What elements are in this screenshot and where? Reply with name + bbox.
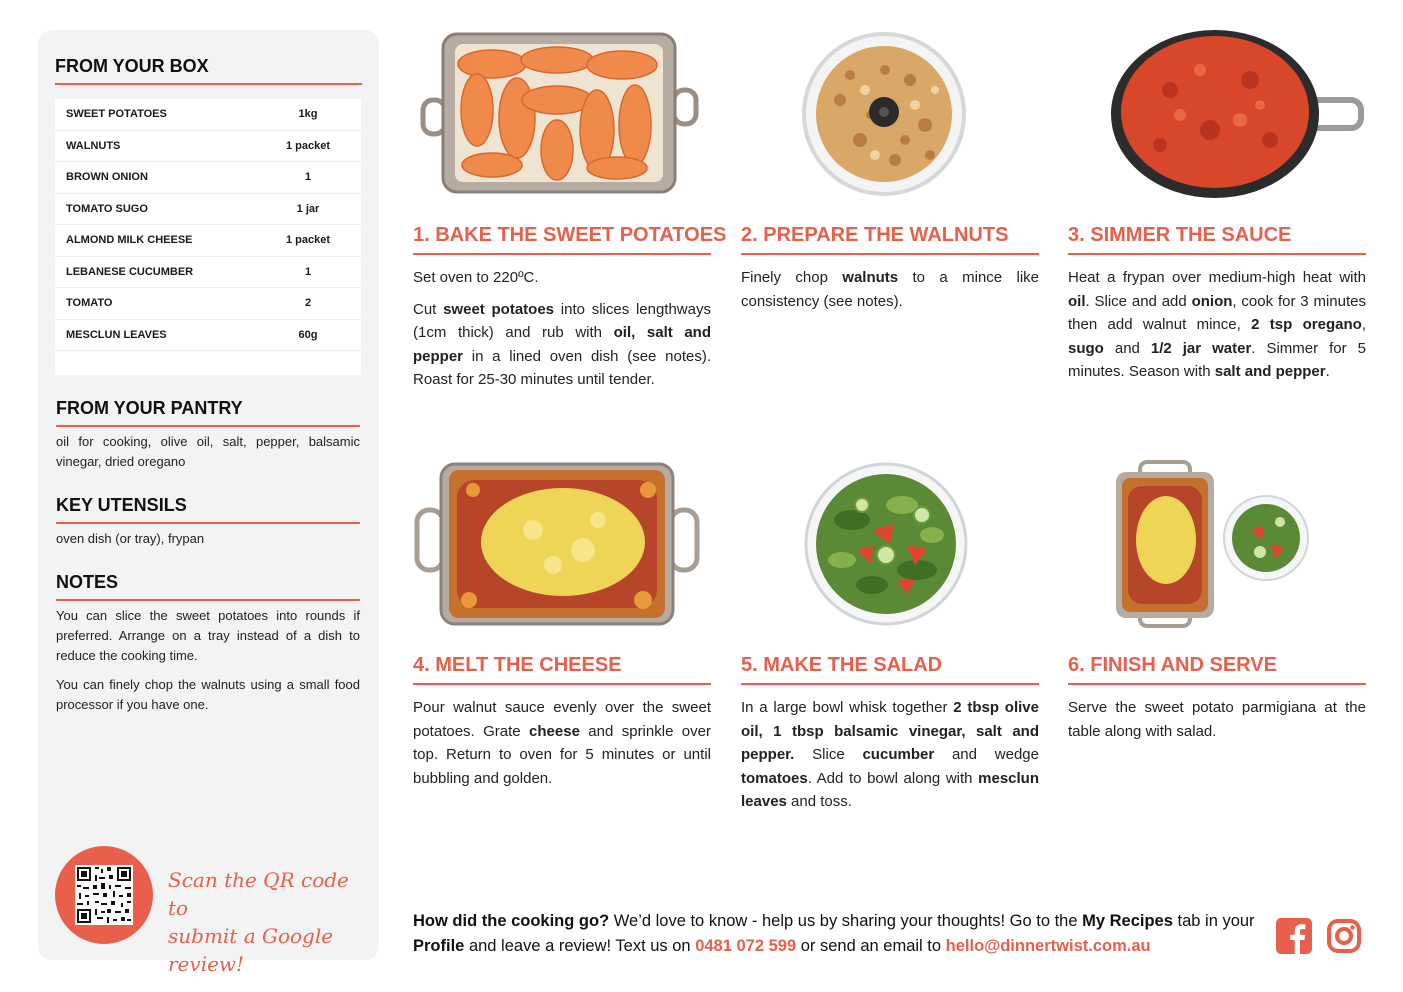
step-1-paragraph-1: Set oven to 220ºC. bbox=[413, 269, 539, 286]
qr-code-badge[interactable] bbox=[55, 846, 153, 944]
step-2-body bbox=[741, 266, 1039, 321]
salad-bowl-photo bbox=[802, 460, 970, 628]
notes-heading: NOTES bbox=[56, 572, 360, 601]
ingredient-name: ALMOND MILK CHEESE bbox=[66, 234, 193, 247]
ingredient-qty: 1 packet bbox=[285, 234, 331, 247]
table-row bbox=[55, 320, 361, 352]
qr-caption-line-1: Scan the QR code to bbox=[168, 868, 349, 920]
table-row bbox=[55, 288, 361, 320]
table-row bbox=[55, 225, 361, 257]
table-row bbox=[55, 131, 361, 163]
step-3-title: 3. SIMMER THE SAUCE bbox=[1068, 224, 1366, 255]
step-1-body bbox=[413, 266, 711, 400]
feedback-footer: How did the cooking go? We’d love to know - help us by sharing your thoughts! Go to the My Recipes tab in your Profile and leave a review! Text us on 0481 072 599 or send an email to hello@dinnertwist.com.au bbox=[413, 912, 1255, 955]
from-your-box-heading: FROM YOUR BOX bbox=[55, 56, 362, 85]
instagram-icon[interactable] bbox=[1326, 918, 1362, 954]
ingredient-name: LEBANESE CUCUMBER bbox=[66, 265, 194, 278]
footer-question: How did the cooking go? bbox=[413, 912, 610, 930]
table-row bbox=[55, 162, 361, 194]
email-link[interactable]: hello@dinnertwist.com.au bbox=[945, 937, 1151, 955]
ingredient-qty: 2 bbox=[304, 297, 312, 310]
notes-paragraph-1: You can slice the sweet potatoes into rounds if preferred. Arrange on a tray instead of a dish to reduce the cooking time. bbox=[56, 608, 360, 663]
key-utensils-heading: KEY UTENSILS bbox=[56, 495, 360, 524]
walnuts-processor-photo bbox=[800, 30, 968, 198]
ingredient-name: MESCLUN LEAVES bbox=[66, 328, 167, 341]
ingredient-name: TOMATO SUGO bbox=[66, 202, 148, 215]
qr-caption bbox=[168, 866, 368, 978]
step-6-paragraph: Serve the sweet potato parmigiana at the table along with salad. bbox=[1068, 699, 1366, 740]
notes-paragraph-2: You can finely chop the walnuts using a small food processor if you have one. bbox=[56, 677, 360, 712]
step-3-paragraph: Heat a frypan over medium-high heat with oil. Slice and add onion, cook for 3 minutes then add walnut mince, 2 tsp oregano, sugo and 1/2 jar water. Simmer for 5 minutes. Season with salt and pepper. bbox=[1068, 269, 1366, 380]
profile-link[interactable]: Profile bbox=[413, 937, 465, 955]
ingredient-name: TOMATO bbox=[66, 297, 113, 310]
ingredient-qty: 60g bbox=[298, 328, 318, 341]
step-5-body bbox=[741, 696, 1039, 822]
step-3-body bbox=[1068, 266, 1366, 392]
step-5-title: 5. MAKE THE SALAD bbox=[741, 654, 1039, 685]
qr-caption-line-2: submit a Google review! bbox=[168, 924, 334, 976]
pantry-text: oil for cooking, olive oil, salt, pepper, balsamic vinegar, dried oregano bbox=[56, 434, 360, 469]
ingredient-name: SWEET POTATOES bbox=[66, 108, 167, 121]
ingredient-name: WALNUTS bbox=[66, 139, 121, 152]
step-6-body bbox=[1068, 696, 1366, 751]
step-4-paragraph: Pour walnut sauce evenly over the sweet potatoes. Grate cheese and sprinkle over top. Return to oven for 5 minutes or until bubbling and golden. bbox=[413, 699, 711, 787]
table-row bbox=[55, 194, 361, 226]
ingredient-qty: 1 bbox=[304, 265, 312, 278]
step-2-paragraph: Finely chop walnuts to a mince like consistency (see notes). bbox=[741, 269, 1040, 310]
cheese-parmigiana-tray-photo bbox=[413, 460, 703, 628]
step-4-title: 4. MELT THE CHEESE bbox=[413, 654, 711, 685]
step-2-title: 2. PREPARE THE WALNUTS bbox=[741, 224, 1039, 255]
finished-dish-photo bbox=[1110, 460, 1310, 628]
qr-code[interactable] bbox=[75, 865, 133, 925]
ingredient-qty: 1kg bbox=[298, 108, 318, 121]
phone-link[interactable]: 0481 072 599 bbox=[695, 937, 797, 955]
ingredient-table bbox=[55, 99, 361, 375]
sweet-potatoes-tray-photo bbox=[417, 30, 702, 198]
table-row bbox=[55, 257, 361, 289]
facebook-icon[interactable] bbox=[1276, 918, 1312, 954]
utensils-text: oven dish (or tray), frypan bbox=[56, 531, 205, 546]
ingredient-qty: 1 bbox=[304, 171, 312, 184]
ingredient-qty: 1 jar bbox=[296, 202, 320, 215]
step-1-title: 1. BAKE THE SWEET POTATOES bbox=[413, 224, 711, 255]
step-1-paragraph-2: Cut sweet potatoes into slices lengthways (1cm thick) and rub with oil, salt and pepper in a lined oven dish (see notes). Roast for 25-30 minutes until tender. bbox=[413, 300, 712, 388]
from-your-pantry-heading: FROM YOUR PANTRY bbox=[56, 398, 360, 427]
table-row bbox=[55, 99, 361, 131]
tomato-sauce-pan-photo bbox=[1110, 30, 1365, 198]
step-4-body bbox=[413, 696, 711, 798]
ingredient-qty: 1 packet bbox=[285, 139, 331, 152]
step-5-paragraph: In a large bowl whisk together 2 tbsp olive oil, 1 tbsp balsamic vinegar, salt and pepper. Slice cucumber and wedge tomatoes. Add to bowl along with mesclun leaves and toss. bbox=[741, 699, 1039, 810]
step-6-title: 6. FINISH AND SERVE bbox=[1068, 654, 1366, 685]
ingredient-name: BROWN ONION bbox=[66, 171, 148, 184]
my-recipes-link[interactable]: My Recipes bbox=[1082, 912, 1173, 930]
